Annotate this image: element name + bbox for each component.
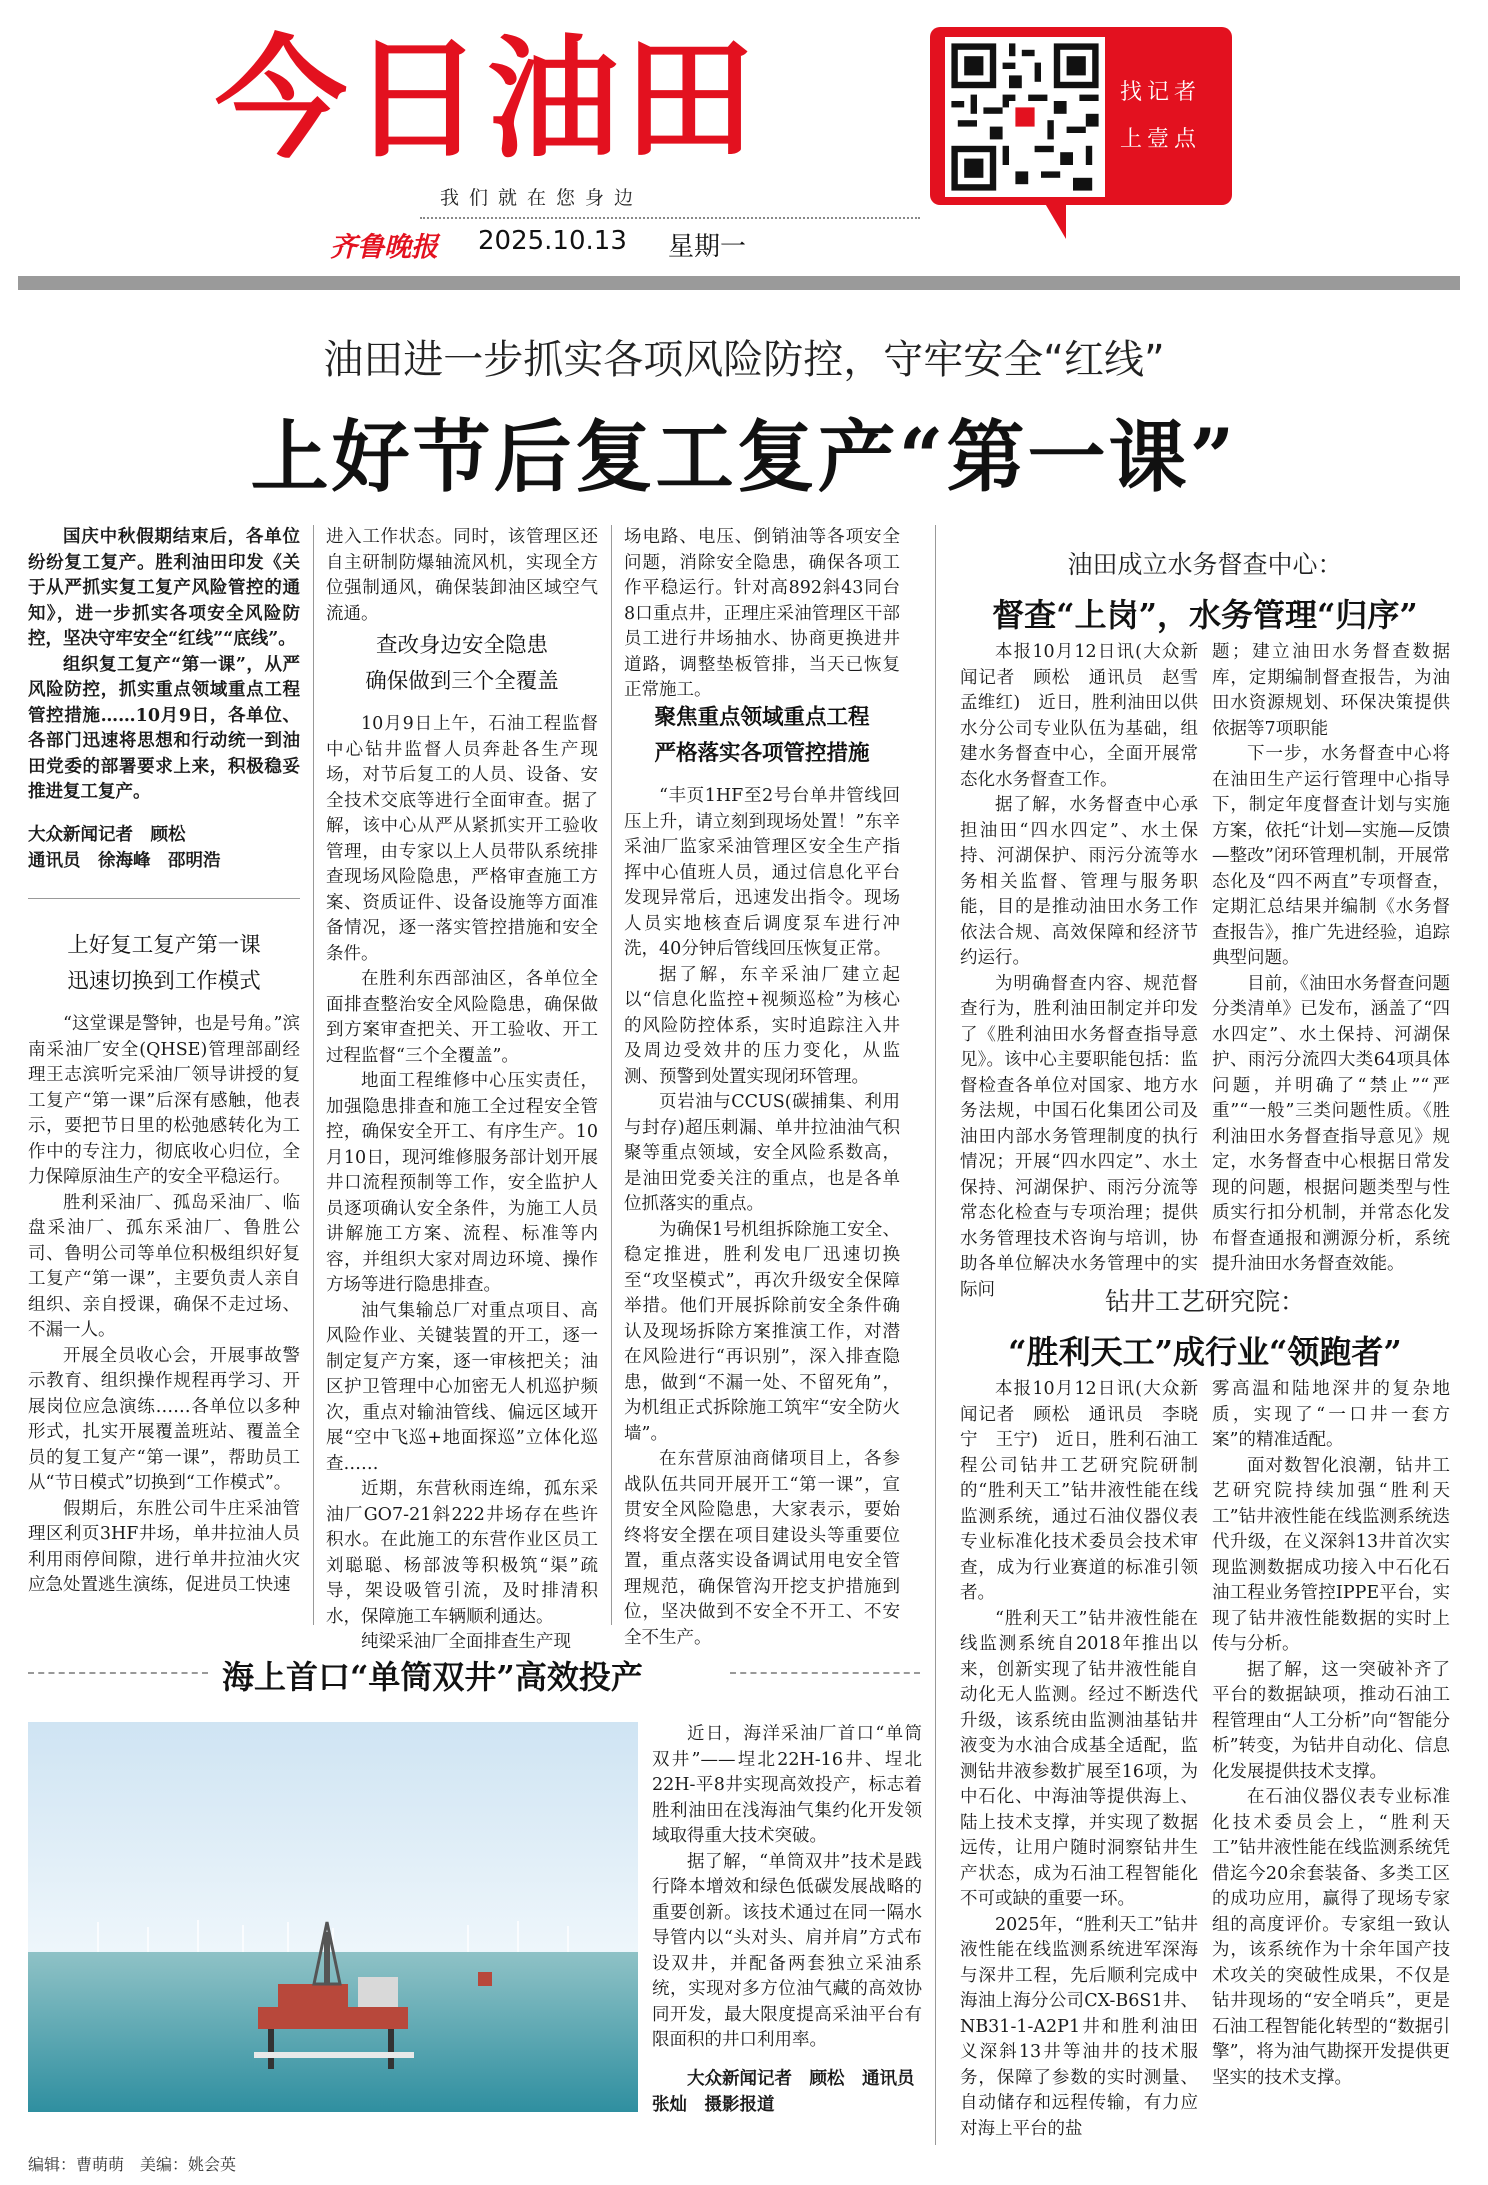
article-paragraph: 假期后，东胜公司牛庄采油管理区利页3HF井场，单井拉油人员利用雨停间隙，进行单井拉油火灾应急处置逃生演练，促进员工快速 [28, 1498, 300, 1595]
masthead-title: 今日油田 [215, 23, 759, 177]
lead-intro-para: 国庆中秋假期结束后，各单位纷纷复工复产。胜利油田印发《关于从严抓实复工复产风险管控的通知》，进一步抓实各项安全风险防控，坚决守牢安全“红线”“底线”。 [28, 527, 300, 649]
paper-logo: 齐鲁晚报 [330, 232, 438, 263]
water-col-1 [960, 640, 1216, 1303]
qr-pattern [945, 37, 1105, 197]
page-footer-editors: 编辑：曹萌萌 美编：姚会英 [28, 2155, 237, 2174]
article-paragraph: 目前，《油田水务督查问题分类清单》已发布，涵盖了“四水四定”、水土保持、河湖保护、雨污分流四大类64项具体问题，并明确了“禁止”“严重”“一般”三类问题性质。《胜利油田水务督查指导意见》规定，水务督查中心根据日常发现的问题，根据问题类型与性质实行扣分机制，并常态化发布督查通报和溯源分析，系统提升油田水务督查效能。 [1212, 973, 1450, 1274]
offshore-body [652, 1722, 922, 2054]
offshore-headline[interactable]: 海上首口“单筒双井”高效投产 [222, 1658, 643, 1696]
lead-subhead-2 [326, 628, 598, 700]
lead-section-3 [624, 784, 900, 1651]
article-paragraph: 近期，东营秋雨连绵，孤东采油厂GO7-21斜222井场存在些许积水。在此施工的东营作业区员工刘聪聪、杨部波等积极筑“渠”疏导，架设吸管引流，及时排清积水，保障施工车辆顺利通达。 [326, 1479, 598, 1627]
article-paragraph: 本报10月12日讯(大众新闻记者 顾松 通讯员 赵雪 孟维红) 近日，胜利油田以供水分公司专业队伍为基础，组建水务督查中心，全面开展常态化水务督查工作。 [960, 642, 1216, 790]
article-paragraph: 在东营原油商储项目上，各参战队伍共同开展开工“第一课”，宣贯安全风险隐患，大家表示，要始终将安全摆在项目建设头等重要位置，重点落实设备调试用电安全管理规范，确保管沟开挖支护措施到位，坚决做到不安全不开工、不安全不生产。 [624, 1449, 900, 1648]
article-paragraph: 为确保1号机组拆除施工安全、稳定推进，胜利发电厂迅速切换至“攻坚模式”，再次升级安全保障举措。他们开展拆除前安全条件确认及现场拆除方案推演工作，对潜在风险进行“再识别”，深入排查隐患，做到“不漏一处、不留死角”，为机组正式拆除施工筑牢“安全防火墙”。 [624, 1219, 900, 1444]
qr-label-line1: 找记者 [1120, 80, 1202, 105]
article-paragraph: 油气集输总厂对重点项目、高风险作业、关键装置的开工，逐一制定复产方案，逐一审核把关；油区护卫管理中心加密无人机巡护频次，重点对输油管线、偏远区域开展“空中飞巡+地面探巡”立体化巡查…… [326, 1300, 598, 1474]
issue-weekday: 星期一 [668, 232, 747, 262]
lead-col2-top [326, 525, 598, 627]
water-headline[interactable]: 督查“上岗”，水务管理“归序” [992, 596, 1418, 634]
drilling-headline[interactable]: “胜利天工”成行业“领跑者” [1008, 1333, 1402, 1371]
column-rule [611, 525, 612, 1625]
drilling-kicker: 钻井工艺研究院： [1104, 1287, 1305, 1316]
article-paragraph: 面对数智化浪潮，钻井工艺研究院持续加强“胜利天工”钻井液性能在线监测系统迭代升级，在义深斜13井首次实现监测数据成功接入中石化石油工程业务管控IPPE平台，实现了钻井液性能数据的实时上传与分析。 [1212, 1455, 1450, 1654]
subhead-line: 迅速切换到工作模式 [67, 969, 261, 994]
lead-headline[interactable]: 上好节后复工复产“第一课” [250, 412, 1238, 503]
offshore-rule-right [730, 1672, 920, 1674]
water-kicker: 油田成立水务督查中心： [1067, 550, 1343, 579]
article-paragraph: 胜利采油厂、孤岛采油厂、临盘采油厂、孤东采油厂、鲁胜公司、鲁明公司等单位积极组织好复工复产“第一课”，主要负责人亲自组织、亲自授课，确保不走过场、不漏一人。 [28, 1192, 300, 1340]
column-divider [28, 898, 300, 899]
masthead-bar [18, 276, 1460, 290]
article-paragraph: 地面工程维修中心压实责任，加强隐患排查和施工全过程安全管控，确保安全开工、有序生产。10月10日，现河维修服务部计划开展井口流程预制等工作，安全监护人员逐项确认安全条件，为施工人员讲解施工方案、流程、标准等内容，并组织大家对周边环境、操作方场等进行隐患排查。 [326, 1071, 598, 1295]
article-paragraph: 开展全员收心会，开展事故警示教育、组织操作规程再学习、开展岗位应急演练……各单位以多种形式，扎实开展覆盖班站、覆盖全员的复工复产“第一课”，帮助员工从“节日模式”切换到“工作模式”。 [28, 1345, 300, 1493]
subhead-line: 严格落实各项管控措施 [654, 741, 870, 766]
article-paragraph: 近日，海洋采油厂首口“单筒双井”——埕北22H-16井、埕北22H-平8井实现高效投产，标志着胜利油田在浅海油气集约化开发领域取得重大技术突破。 [652, 1724, 922, 1846]
lead-intro [28, 525, 300, 806]
lead-subhead-1 [28, 928, 300, 1000]
column-rule [313, 525, 314, 1625]
article-paragraph: 下一步，水务督查中心将在油田生产运行管理中心指导下，制定年度督查计划与实施方案，依托“计划—实施—反馈—整改”闭环管理机制，开展常态化及“四不两直”专项督查，定期汇总结果并编制《水务督查报告》，推广先进经验，追踪典型问题。 [1212, 744, 1450, 968]
lead-byline [28, 822, 300, 874]
water-col-2 [1212, 640, 1450, 1278]
lead-section-1 [28, 1012, 300, 1599]
article-paragraph: 题；建立油田水务督查数据库，定期编制督查报告，为油田水资源规划、环保决策提供依据等7项职能 [1212, 642, 1450, 739]
subhead-line: 确保做到三个全覆盖 [365, 669, 559, 694]
offshore-platform-photo[interactable] [28, 1722, 638, 2112]
lead-intro-para: 组织复工复产“第一课”，从严风险防控，抓实重点领域重点工程管控措施……10月9日，各单位、各部门迅速将思想和行动统一到油田党委的部署要求上来，积极稳妥推进复工复产。 [28, 654, 300, 802]
lead-col3-top [624, 525, 900, 704]
article-paragraph: 纯梁采油厂全面排查生产现 [361, 1632, 571, 1652]
lead-byline-reporter: 大众新闻记者 顾松 [28, 825, 186, 845]
article-paragraph: 据了解，这一突破补齐了平台的数据缺项，推动石油工程管理由“人工分析”向“智能分析”转变，为钻井自动化、信息化发展提供技术支撑。 [1212, 1659, 1450, 1782]
offshore-platform-image [28, 1722, 638, 2112]
article-paragraph: 据了解，东辛采油厂建立起以“信息化监控+视频巡检”为核心的风险防控体系，实时追踪注入井及周边受效井的压力变化，从监测、预警到处置实现闭环管理。 [624, 964, 900, 1087]
qr-code-icon[interactable] [945, 37, 1105, 197]
masthead-dotted-rule [420, 217, 920, 219]
article-paragraph: 本报10月12日讯(大众新闻记者 顾松 通讯员 李晓宁 王宁) 近日，胜利石油工程公司钻井工艺研究院研制的“胜利天工”钻井液性能在线监测系统，通过石油仪器仪表专业标准化技术委员会技术审查，成为行业赛道的标准引领者。 [960, 1379, 1198, 1603]
article-paragraph: 场电路、电压、倒销油等各项安全问题，消除安全隐患，确保各项工作平稳运行。针对高892斜43同台8口重点井，正理庄采油管理区干部员工进行井场抽水、协商更换进井道路，调整垫板管排，当天已恢复正常施工。 [624, 527, 900, 700]
article-paragraph: “丰页1HF至2号台单井管线回压上升，请立刻到现场处置！”东辛采油厂监家采油管理区安全生产指挥中心值班人员，通过信息化平台发现异常后，迅速发出指令。现场人员实地核查后调度泵车进行冲洗，40分钟后管线回压恢复正常。 [624, 786, 900, 959]
qr-label-line2: 上壹点 [1120, 127, 1202, 152]
column-rule [935, 525, 936, 2145]
article-paragraph: 10月9日上午，石油工程监督中心钻井监督人员奔赴各生产现场，对节后复工的人员、设备、安全技术交底等进行全面审查。据了解，该中心从严从紧抓实开工验收管理，由专家以上人员带队系统排查现场风险隐患，严格审查施工方案、资质证件、设备设施等方面准备情况，逐一落实管控措施和安全条件。 [326, 714, 598, 964]
article-paragraph: 据了解，水务督查中心承担油田“四水四定”、水土保持、河湖保护、雨污分流等水务相关监督、管理与服务职能，目的是推动油田水务工作依法合规、高效保障和经济节约运行。 [960, 795, 1198, 968]
lead-byline-correspondents: 通讯员 徐海峰 邵明浩 [28, 851, 221, 871]
article-paragraph: “这堂课是警钟，也是号角。”滨南采油厂安全(QHSE)管理部副经理王志滨听完采油厂领导讲授的复工复产“第一课”后深有感触，他表示，要把节日里的松弛感转化为工作中的专注力，彻底收心归位，全力保障原油生产的安全平稳运行。 [28, 1014, 300, 1187]
offshore-byline: 大众新闻记者 顾松 通讯员 张灿 摄影报道 [652, 2069, 932, 2115]
article-paragraph: 雾高温和陆地深井的复杂地质，实现了“一口井一套方案”的精准适配。 [1212, 1379, 1450, 1450]
lead-section-2 [326, 712, 598, 1656]
subhead-line: 上好复工复产第一课 [67, 933, 261, 958]
qr-panel-tail [1040, 195, 1066, 239]
article-paragraph: 据了解，“单筒双井”技术是践行降本增效和绿色低碳发展战略的重要创新。该技术通过在同一隔水导管内以“头对头、肩并肩”方式布设双井，并配备两套独立采油系统，实现对多方位油气藏的高效协同开发，最大限度提高采油平台有限面积的井口利用率。 [652, 1851, 922, 2050]
lead-subhead-3 [624, 700, 900, 772]
lead-kicker: 油田进一步抓实各项风险防控，守牢安全“红线” [323, 337, 1165, 383]
masthead-slogan: 我们就在您身边 [440, 187, 644, 209]
article-paragraph: 进入工作状态。同时，该管理区还自主研制防爆轴流风机，实现全方位强制通风，确保装卸油区域空气流通。 [326, 527, 598, 624]
drilling-col-1 [960, 1377, 1198, 2142]
article-paragraph: “胜利天工”钻井液性能在线监测系统自2018年推出以来，创新实现了钻井液性能自动化无人监测。经过不断迭代升级，该系统由监测油基钻井液变为水油合成基全适配，监测钻井液参数扩展至16项，为中石化、中海油等提供海上、陆上技术支撑，并实现了数据远传，让用户随时洞察钻井生产状态，成为石油工程智能化不可或缺的重要一环。 [960, 1608, 1198, 1909]
drilling-col-2 [1212, 1377, 1450, 2091]
offshore-rule-left [28, 1672, 208, 1674]
subhead-line: 查改身边安全隐患 [375, 633, 548, 658]
article-paragraph: 为明确督查内容、规范督查行为，胜利油田制定并印发了《胜利油田水务督查指导意见》。该中心主要职能包括：监督检查各单位对国家、地方水务法规，中国石化集团公司及油田内部水务管理制度的执行情况；开展“四水四定”、水土保持、河湖保护、雨污分流等常态化检查与专项治理；提供水务管理技术咨询与培训，协助各单位解决水务管理中的实际问 [960, 973, 1198, 1300]
article-paragraph: 在石油仪器仪表专业标准化技术委员会上，“胜利天工”钻井液性能在线监测系统凭借迄今20余套装备、多类工区的成功应用，赢得了现场专家组的高度评价。专家组一致认为，该系统作为十余年国产技术攻关的突破性成果，不仅是钻井现场的“安全哨兵”，更是石油工程智能化转型的“数据引擎”，将为油气勘探开发提供更坚实的技术支撑。 [1212, 1787, 1450, 2088]
article-paragraph: 页岩油与CCUS(碳捕集、利用与封存)超压刺漏、单井拉油油气积聚等重点领域，安全风险系数高，是油田党委关注的重点，也是各单位抓落实的重点。 [624, 1092, 900, 1214]
issue-date: 2025.10.13 [478, 226, 627, 256]
subhead-line: 聚焦重点领域重点工程 [654, 705, 870, 730]
article-paragraph: 2025年，“胜利天工”钻井液性能在线监测系统进军深海与深井工程，先后顺利完成中海油上海分公司CX-B6S1井、NB31-1-A2P1井和胜利油田义深斜13井等油井的技术服务，保障了参数的实时测量、自动储存和远程传输，有力应对海上平台的盐 [960, 1914, 1198, 2139]
article-paragraph: 在胜利东西部油区，各单位全面排查整治安全风险隐患，确保做到方案审查把关、开工验收、开工过程监督“三个全覆盖”。 [326, 969, 598, 1066]
